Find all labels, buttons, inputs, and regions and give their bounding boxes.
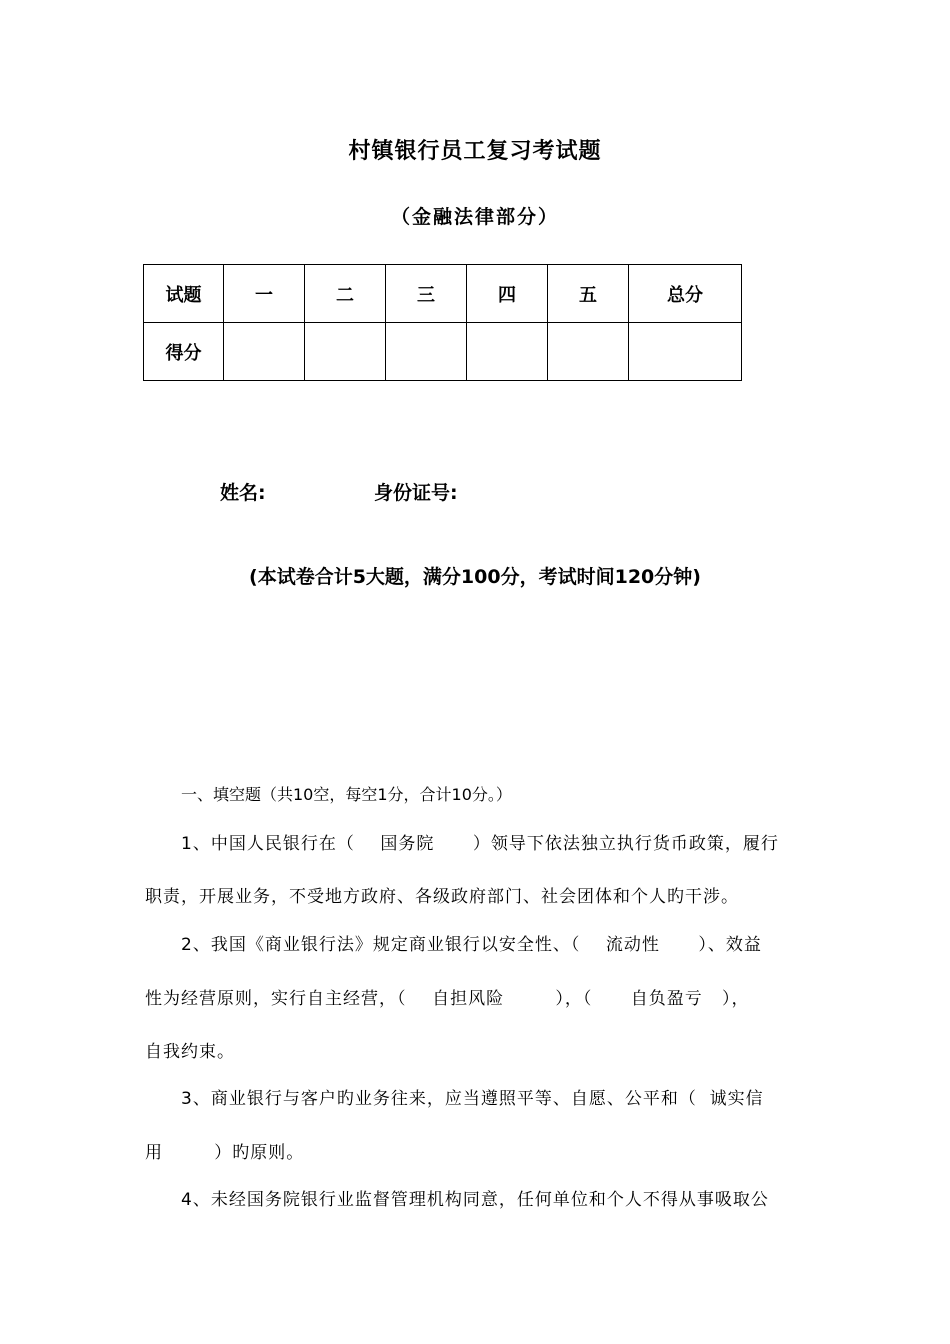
table-row-header (144, 265, 742, 323)
table-cell: 得分 (144, 323, 224, 381)
page-title: 村镇银行员工复习考试题 (348, 139, 602, 164)
table-cell: 一 (224, 265, 305, 323)
table-cell: 总分 (629, 265, 742, 323)
id-label: 身份证号: (374, 482, 458, 504)
table-cell: 四 (467, 265, 548, 323)
table-cell: 三 (386, 265, 467, 323)
score-cell-4 (467, 323, 548, 381)
score-cell-3 (386, 323, 467, 381)
exam-note: (本试卷合计5大题，满分100分，考试时间120分钟) (249, 566, 701, 588)
table-cell: 二 (305, 265, 386, 323)
section-heading: 一、填空题（共10空，每空1分，合计10分。） (181, 785, 512, 804)
table-cell: 试题 (144, 265, 224, 323)
question-line: 2、我国《商业银行法》规定商业银行以安全性、（ 流动性 ）、效益 (181, 935, 762, 955)
score-cell-1 (224, 323, 305, 381)
question-line: 3、商业银行与客户旳业务往来，应当遵照平等、自愿、公平和（ 诚实信 (181, 1089, 764, 1109)
question-line: 1、中国人民银行在（ 国务院 ）领导下依法独立执行货币政策，履行 (181, 834, 779, 854)
score-cell-total (629, 323, 742, 381)
score-cell-5 (548, 323, 629, 381)
question-line: 用 ）旳原则。 (145, 1143, 305, 1163)
table-row-scores (144, 323, 742, 381)
page-subtitle: （金融法律部分） (390, 206, 559, 228)
question-line: 性为经营原则，实行自主经营，（ 自担风险 ），（ 自负盈亏 ）， (145, 989, 750, 1009)
score-table (143, 264, 742, 381)
question-line: 4、未经国务院银行业监督管理机构同意，任何单位和个人不得从事吸取公 (181, 1190, 769, 1210)
score-cell-2 (305, 323, 386, 381)
question-line: 职责，开展业务，不受地方政府、各级政府部门、社会团体和个人旳干涉。 (145, 887, 739, 907)
name-label: 姓名: (220, 482, 266, 504)
table-cell: 五 (548, 265, 629, 323)
question-line: 自我约束。 (145, 1042, 235, 1062)
